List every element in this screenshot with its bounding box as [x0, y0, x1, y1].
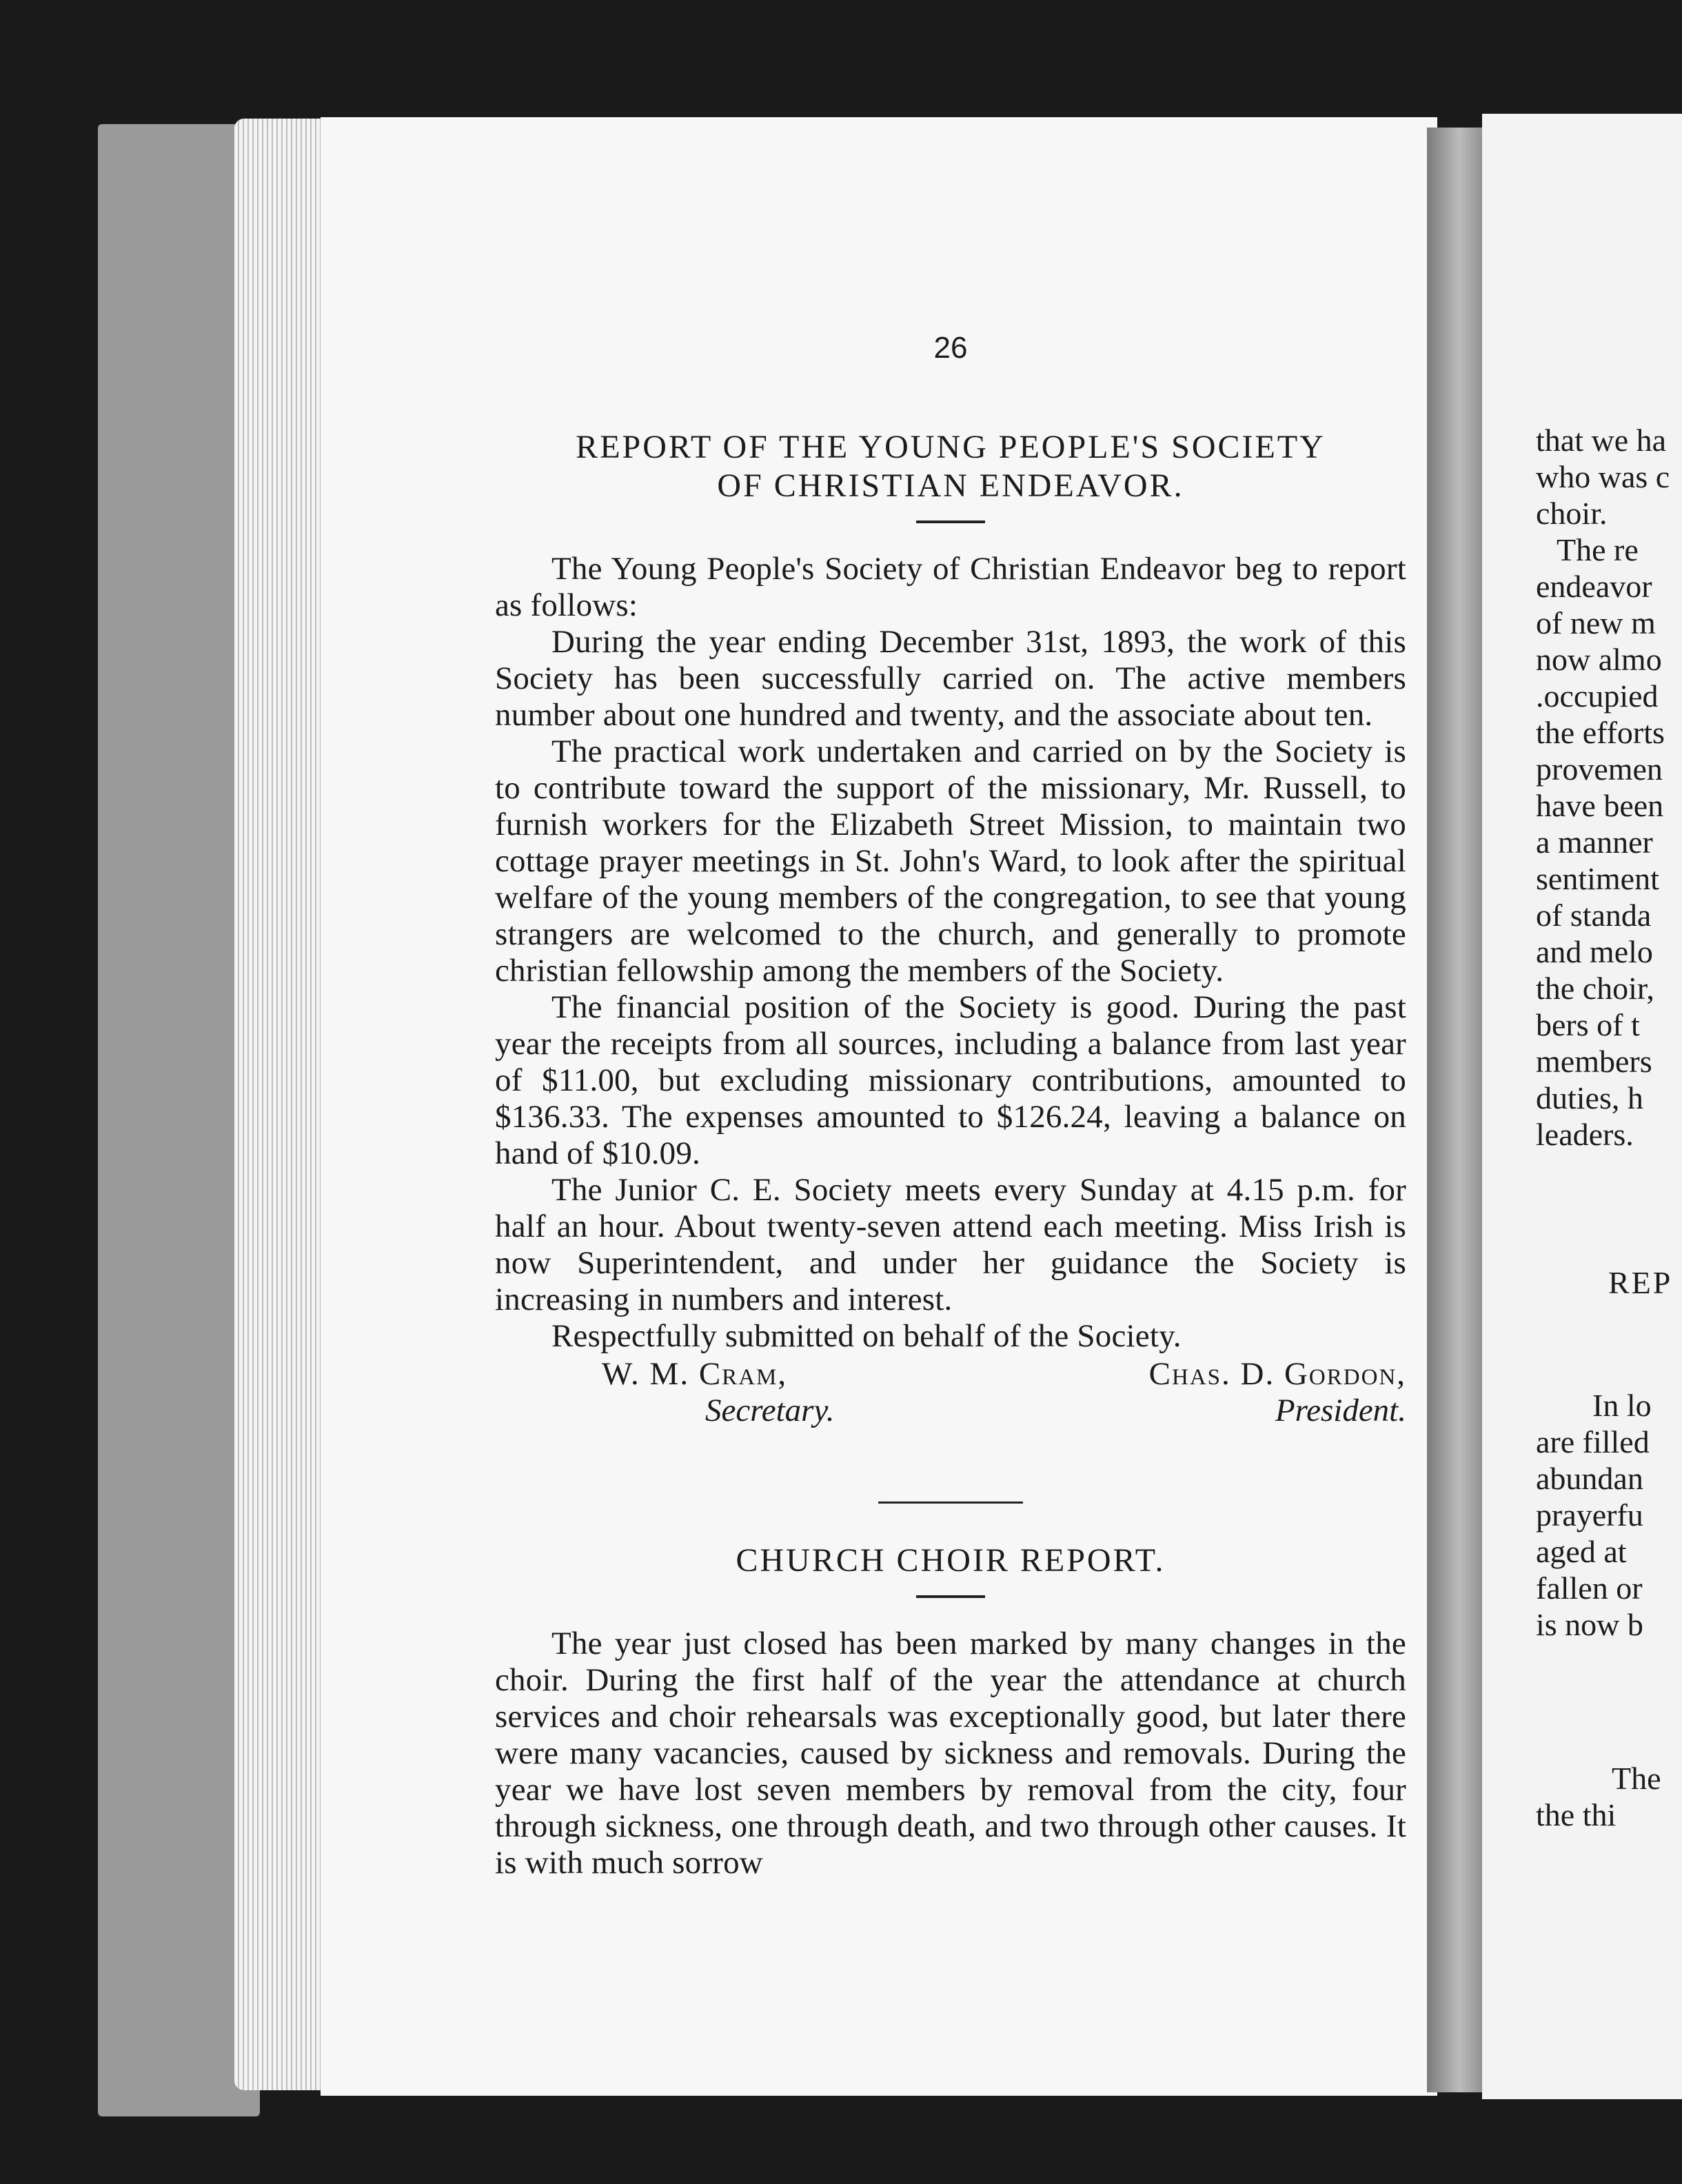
book-page-edges — [234, 119, 331, 2090]
paragraph: The year just closed has been marked by many changes in the choir. During the first half of the year the attendance at church services and choir rehearsals was exceptionally good, but later there were many vacancies, caused by sickness and removals. During the year we have lost seven members by removal from the city, four through sickness, one through death, and two through other causes. It is with much sorrow — [495, 1626, 1406, 1881]
paragraph: During the year ending December 31st, 1893, the work of this Society has been successfully carried on. The active members number about one hundred and twenty, and the associate about ten. — [495, 624, 1406, 733]
text-fragment: that we ha — [1536, 423, 1667, 458]
text-fragment: bers of t — [1536, 1007, 1640, 1042]
text-fragment: are filled — [1536, 1424, 1650, 1459]
paragraph: The Young People's Society of Christian Endeavor beg to report as follows: — [495, 551, 1406, 623]
text-fragment: have been — [1536, 788, 1664, 823]
paragraph: The Junior C. E. Society meets every Sunday at 4.15 p.m. for half an hour. About twenty-seven attend each meeting. Miss Irish is now Superintendent, and under her guidance the Society is increasing in numbers and interest. — [495, 1172, 1406, 1317]
text-fragment: the thi — [1536, 1797, 1617, 1832]
heading-fragment: REP — [1608, 1265, 1673, 1300]
choir-heading: CHURCH CHOIR REPORT. — [736, 1542, 1166, 1579]
text-fragment: of standa — [1536, 898, 1652, 933]
text-fragment: a manner — [1536, 825, 1653, 860]
endeavor-heading-line2: OF CHRISTIAN ENDEAVOR. — [717, 467, 1184, 504]
text-fragment: prayerfu — [1536, 1497, 1643, 1533]
text-fragment: leaders. — [1536, 1117, 1634, 1152]
text-fragment: The re — [1557, 532, 1639, 567]
text-fragment: and melo — [1536, 934, 1653, 969]
endeavor-heading-line1: REPORT OF THE YOUNG PEOPLE'S SOCIETY — [576, 429, 1326, 465]
text-fragment: fallen or — [1536, 1570, 1643, 1606]
signature-secretary — [602, 1356, 835, 1429]
president-title: President. — [1275, 1393, 1406, 1428]
right-fragments-2 — [1536, 1387, 1682, 1643]
text-fragment: the efforts — [1536, 715, 1665, 750]
secretary-title: Secretary. — [705, 1393, 835, 1428]
paragraph: Respectfully submitted on behalf of the Society. — [551, 1318, 1182, 1354]
heading-rule — [916, 1595, 985, 1598]
heading-rule — [916, 520, 985, 523]
endeavor-report — [495, 428, 1406, 1429]
text-fragment: sentiment — [1536, 861, 1659, 896]
text-fragment: provemen — [1536, 751, 1663, 787]
text-fragment: is now b — [1536, 1607, 1643, 1642]
section-separator — [878, 1502, 1023, 1504]
right-page-text — [1536, 422, 1682, 1833]
secretary-name: W. M. Cram, — [602, 1356, 788, 1392]
right-fragments-3 — [1536, 1760, 1682, 1833]
text-fragment: members — [1536, 1044, 1652, 1079]
book-gutter — [1427, 128, 1486, 2092]
paragraph: The practical work undertaken and carried on by the Society is to contribute toward the support of the missionary, Mr. Russell, to furnish workers for the Elizabeth Street Mission, to maintain two cottage prayer meetings in St. John's Ward, to look after the spiritual welfare of the young members of the congregation, to see that young strangers are welcomed to the church, and generally to promote christian fellowship among the members of the Society. — [495, 734, 1406, 989]
left-page-content — [495, 324, 1406, 1881]
text-fragment: of new m — [1536, 605, 1656, 640]
text-fragment: who was c — [1536, 459, 1670, 494]
text-fragment: choir. — [1536, 496, 1608, 531]
text-fragment: endeavor — [1536, 569, 1652, 604]
text-fragment: the choir, — [1536, 971, 1654, 1006]
choir-report — [495, 1541, 1406, 1881]
text-fragment: The — [1612, 1761, 1661, 1796]
text-fragment: duties, h — [1536, 1080, 1643, 1115]
president-name: Chas. D. Gordon, — [1148, 1356, 1406, 1392]
text-fragment: now almo — [1536, 642, 1662, 677]
text-fragment: aged at — [1536, 1534, 1627, 1569]
page-number: 26 — [933, 331, 968, 365]
right-fragments-1 — [1536, 422, 1682, 1153]
signatures — [495, 1356, 1406, 1429]
text-fragment: In lo — [1592, 1388, 1652, 1423]
text-fragment: .occupied — [1536, 678, 1659, 714]
signature-president — [1149, 1356, 1406, 1429]
paragraph: The financial position of the Society is good. During the past year the receipts from all sources, including a balance from last year of $11.00, but excluding missionary contributions, amounted to $136.33. The expenses amounted to $126.24, leaving a balance on hand of $10.09. — [495, 989, 1406, 1171]
text-fragment: abundan — [1536, 1461, 1643, 1496]
